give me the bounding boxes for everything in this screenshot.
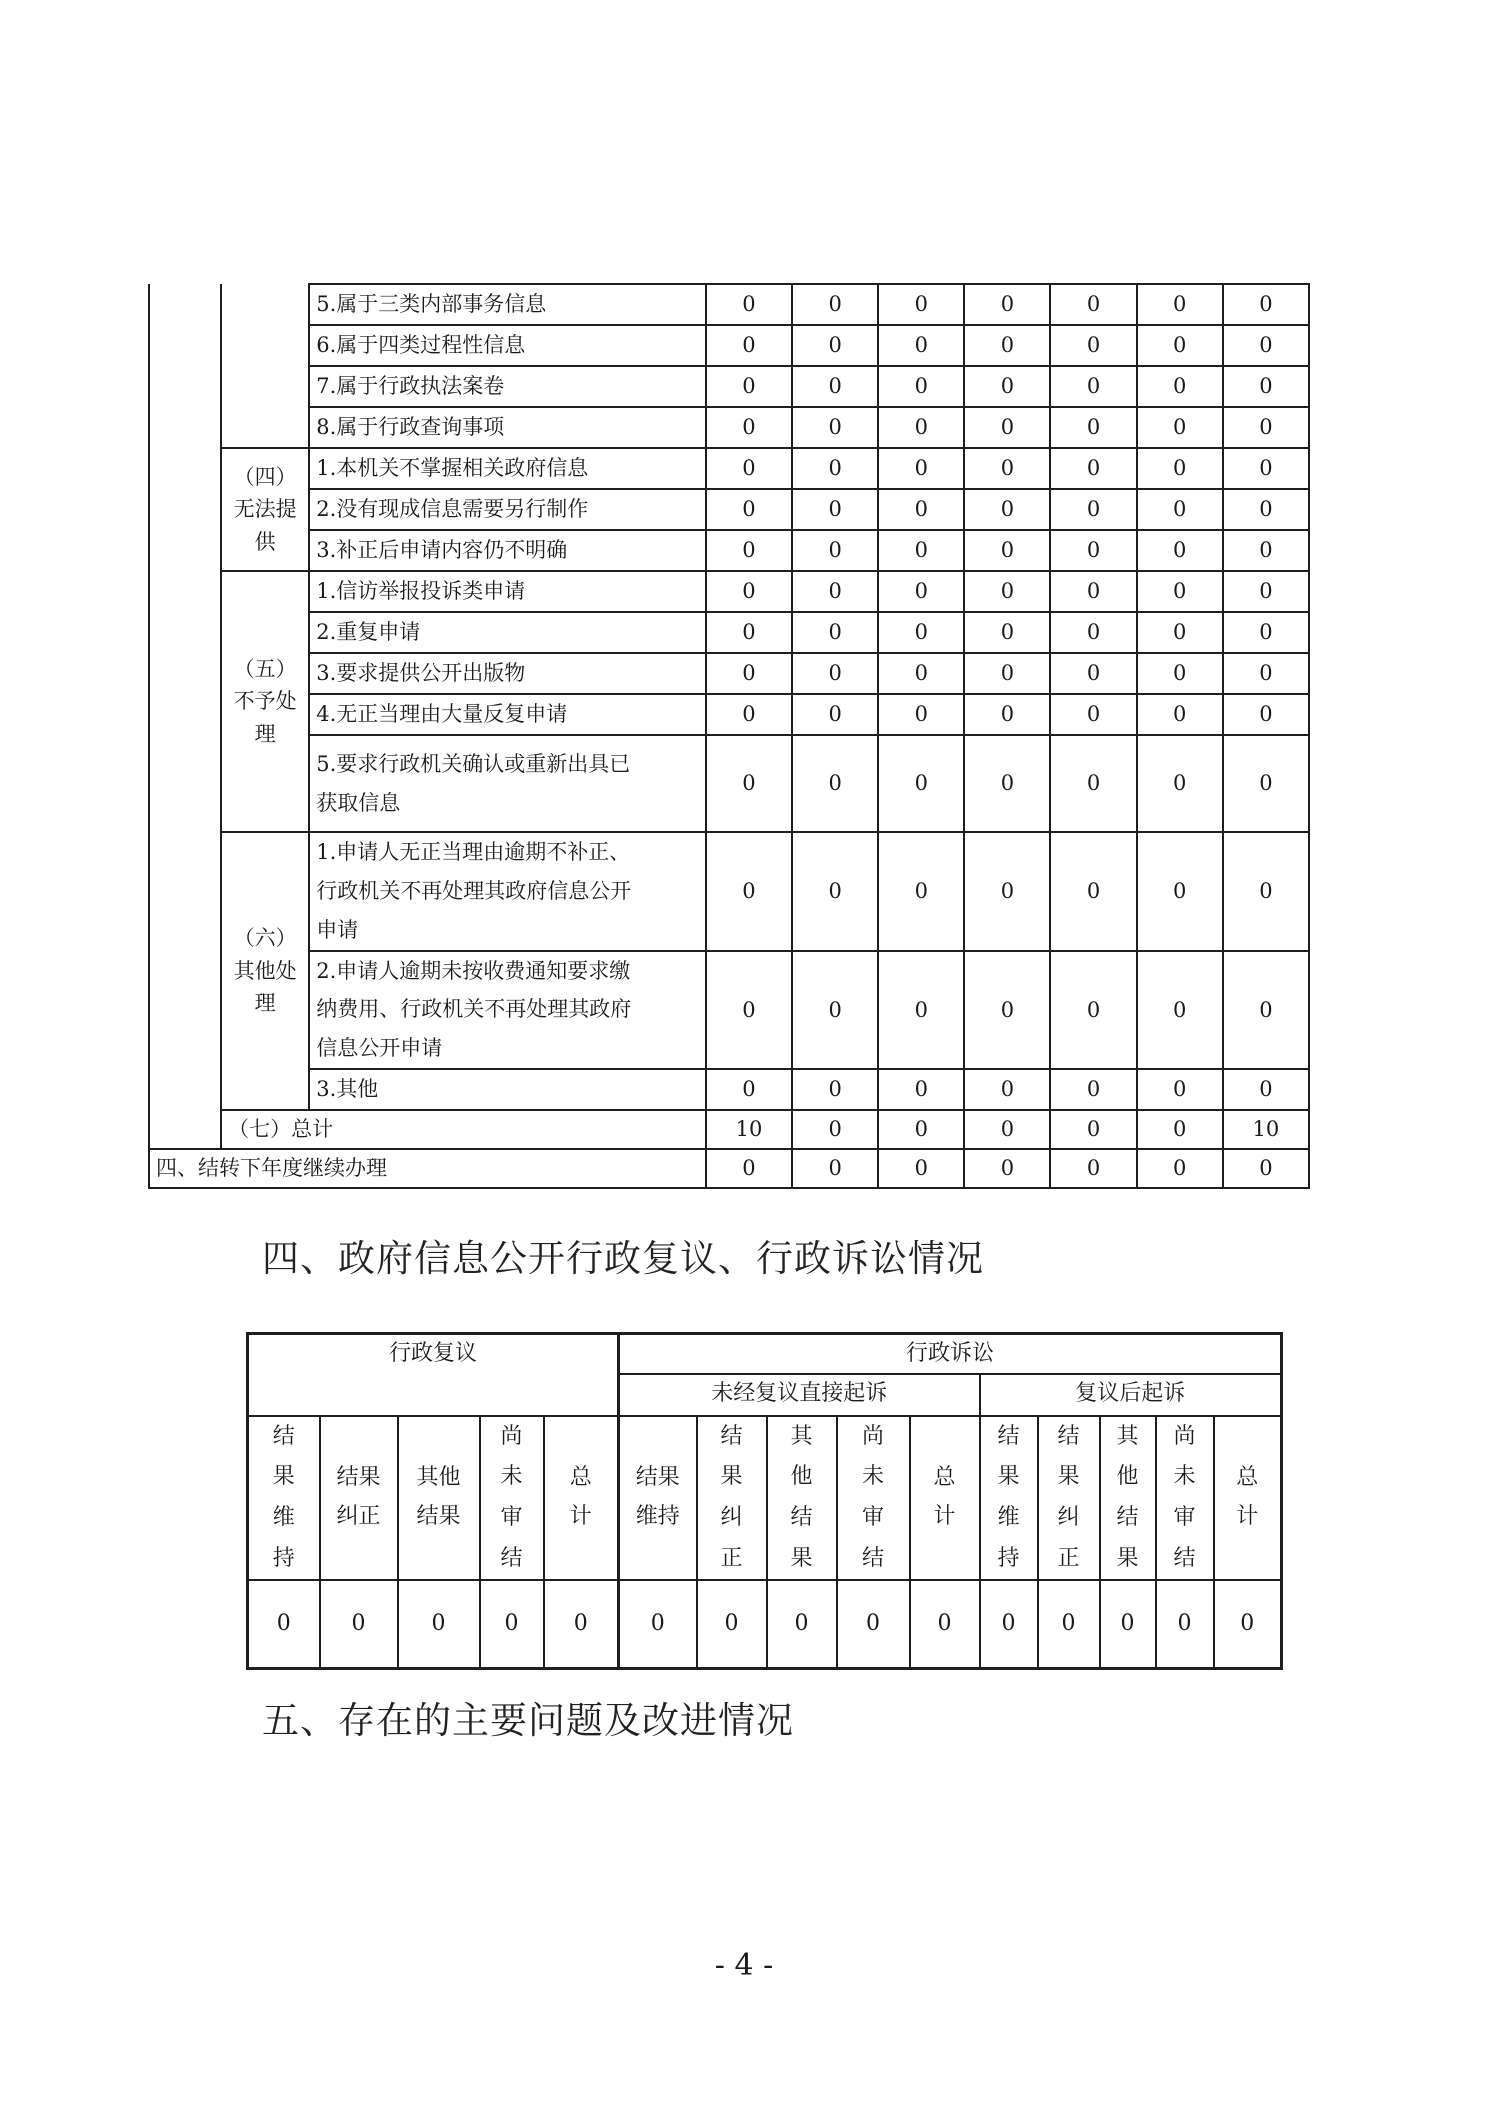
text-line: 结	[1116, 1504, 1139, 1530]
value-cell: 0	[706, 1069, 792, 1110]
value-cell: 0	[1223, 612, 1309, 653]
value-cell: 0	[1050, 530, 1136, 571]
table-row	[149, 407, 1309, 448]
value-cell: 0	[697, 1580, 767, 1668]
table-row	[149, 951, 1309, 1070]
text-line: 计	[1236, 1503, 1259, 1529]
text-line: 纠	[1057, 1504, 1080, 1530]
text-line: 未	[861, 1464, 884, 1490]
text-line: 果	[720, 1464, 743, 1490]
text-line: 审	[861, 1504, 884, 1530]
row-label: 3.其他	[309, 1069, 706, 1110]
text-line: 结	[500, 1545, 523, 1571]
text-line: 其	[1116, 1423, 1139, 1449]
row-label: 3.补正后申请内容仍不明确	[309, 530, 706, 571]
value-cell: 0	[964, 951, 1050, 1070]
group5-title	[221, 571, 309, 832]
value-cell: 0	[980, 1580, 1038, 1668]
direct-col-header	[837, 1416, 910, 1581]
page-number: - 4 -	[714, 1948, 774, 1983]
value-cell: 0	[878, 448, 964, 489]
value-cell: 0	[706, 735, 792, 832]
value-cell: 0	[964, 694, 1050, 735]
value-cell: 0	[706, 407, 792, 448]
value-cell: 0	[878, 571, 964, 612]
table-row	[149, 653, 1309, 694]
group3-col-cont	[221, 284, 309, 448]
value-cell: 0	[1050, 653, 1136, 694]
value-cell: 0	[964, 489, 1050, 530]
value-cell: 0	[1050, 735, 1136, 832]
value-cell: 0	[1050, 951, 1136, 1070]
value-cell: 0	[792, 489, 878, 530]
direct-col-header	[619, 1416, 697, 1581]
application-handling-table	[148, 283, 1310, 1189]
text-line: 不予处	[233, 689, 297, 714]
after-col-header	[1038, 1416, 1100, 1581]
value-cell: 0	[1223, 530, 1309, 571]
value-cell: 0	[792, 1149, 878, 1188]
value-cell: 0	[706, 325, 792, 366]
value-cell: 0	[1223, 1149, 1309, 1188]
review-col-header	[398, 1416, 480, 1581]
value-cell: 0	[964, 735, 1050, 832]
value-cell: 0	[964, 366, 1050, 407]
row-label: 7.属于行政执法案卷	[309, 366, 706, 407]
row-label: 8.属于行政查询事项	[309, 407, 706, 448]
after-col-header	[1156, 1416, 1214, 1581]
value-cell: 0	[1223, 832, 1309, 951]
value-cell: 0	[706, 951, 792, 1070]
value-cell: 0	[767, 1580, 837, 1668]
text-line: 理	[254, 721, 276, 746]
value-cell: 0	[1137, 694, 1223, 735]
value-cell: 0	[792, 735, 878, 832]
text-line: （五）	[233, 656, 297, 681]
text-line: 行政机关不再处理其政府信息公开	[316, 878, 632, 903]
text-line: 果	[997, 1464, 1020, 1490]
value-cell: 0	[1137, 325, 1223, 366]
value-cell: 10	[1223, 1110, 1309, 1149]
value-cell: 0	[964, 530, 1050, 571]
text-line: 结	[1057, 1423, 1080, 1449]
row-label: 4.无正当理由大量反复申请	[309, 694, 706, 735]
table-row	[149, 694, 1309, 735]
value-cell: 0	[1223, 571, 1309, 612]
value-cell: 0	[1137, 735, 1223, 832]
value-cell: 0	[706, 448, 792, 489]
text-line: 未	[1173, 1464, 1196, 1490]
value-cell: 0	[1137, 832, 1223, 951]
value-cell: 0	[964, 571, 1050, 612]
value-cell: 0	[792, 653, 878, 694]
value-cell: 0	[1137, 951, 1223, 1070]
value-cell: 0	[480, 1580, 544, 1668]
direct-col-header	[910, 1416, 980, 1581]
review-col-header	[248, 1416, 320, 1581]
value-cell: 0	[792, 951, 878, 1070]
value-cell: 0	[1223, 489, 1309, 530]
text-line: 未	[500, 1464, 523, 1490]
text-line: 申请	[316, 917, 359, 942]
value-cell: 0	[878, 1069, 964, 1110]
value-cell: 0	[1050, 1149, 1136, 1188]
text-line: 尚	[1173, 1423, 1196, 1449]
review-header: 行政复议	[248, 1334, 619, 1416]
table-row	[149, 1069, 1309, 1110]
table-row	[149, 448, 1309, 489]
value-cell: 0	[706, 612, 792, 653]
value-cell: 0	[1223, 735, 1309, 832]
value-cell: 0	[878, 832, 964, 951]
value-cell: 0	[1137, 407, 1223, 448]
outer-col-cont	[149, 1110, 221, 1149]
row-label	[309, 951, 706, 1070]
value-cell: 0	[1038, 1580, 1100, 1668]
value-cell: 0	[878, 407, 964, 448]
value-cell: 0	[1137, 1149, 1223, 1188]
value-cell: 0	[1223, 951, 1309, 1070]
text-line: 其他处	[233, 958, 297, 983]
value-cell: 0	[792, 530, 878, 571]
text-line: 纳费用、行政机关不再处理其政府	[316, 997, 632, 1022]
value-cell: 0	[792, 571, 878, 612]
text-line: 获取信息	[316, 790, 401, 815]
text-line: 维	[272, 1504, 295, 1530]
text-line: 其	[790, 1423, 813, 1449]
text-line: 他	[1116, 1464, 1139, 1490]
row-label: 2.重复申请	[309, 612, 706, 653]
value-cell: 0	[878, 1110, 964, 1149]
text-line: 结	[997, 1423, 1020, 1449]
value-cell: 0	[792, 448, 878, 489]
text-line: （六）	[233, 926, 297, 951]
value-cell: 0	[964, 407, 1050, 448]
carryover-label: 四、结转下年度继续办理	[149, 1149, 706, 1188]
value-cell: 0	[1223, 284, 1309, 325]
value-cell: 0	[792, 325, 878, 366]
text-line: 总	[569, 1465, 592, 1491]
values-row	[248, 1580, 1282, 1668]
row-label: 2.没有现成信息需要另行制作	[309, 489, 706, 530]
row-label: 5.属于三类内部事务信息	[309, 284, 706, 325]
value-cell: 0	[1137, 653, 1223, 694]
direct-col-header	[767, 1416, 837, 1581]
value-cell: 0	[706, 653, 792, 694]
review-col-header	[544, 1416, 619, 1581]
value-cell: 0	[706, 489, 792, 530]
value-cell: 0	[1100, 1580, 1156, 1668]
text-line: 总	[1236, 1465, 1259, 1491]
value-cell: 0	[1137, 1110, 1223, 1149]
value-cell: 0	[1223, 1069, 1309, 1110]
text-line: 5.要求行政机关确认或重新出具已	[316, 751, 631, 776]
value-cell: 0	[878, 951, 964, 1070]
text-line: 结果	[336, 1465, 381, 1491]
text-line: 果	[272, 1464, 295, 1490]
value-cell: 0	[1050, 694, 1136, 735]
group6-title	[221, 832, 309, 1110]
value-cell: 0	[706, 832, 792, 951]
row-label: 1.信访举报投诉类申请	[309, 571, 706, 612]
text-line: 供	[254, 529, 276, 554]
value-cell: 0	[1223, 653, 1309, 694]
text-line: 正	[1057, 1545, 1080, 1571]
value-cell: 0	[1137, 489, 1223, 530]
text-line: 果	[1116, 1545, 1139, 1571]
value-cell: 0	[792, 407, 878, 448]
row-label: 6.属于四类过程性信息	[309, 325, 706, 366]
value-cell: 0	[792, 1069, 878, 1110]
text-line: 结	[1173, 1545, 1196, 1571]
text-line: 结	[272, 1423, 295, 1449]
table-row	[149, 366, 1309, 407]
text-line: 计	[569, 1503, 592, 1529]
value-cell: 0	[320, 1580, 398, 1668]
value-cell: 0	[910, 1580, 980, 1668]
value-cell: 0	[1050, 1110, 1136, 1149]
value-cell: 0	[706, 1149, 792, 1188]
value-cell: 0	[964, 1149, 1050, 1188]
value-cell: 0	[1223, 448, 1309, 489]
value-cell: 0	[706, 284, 792, 325]
text-line: 结	[861, 1545, 884, 1571]
table-row	[149, 489, 1309, 530]
value-cell: 0	[792, 694, 878, 735]
text-line: 理	[254, 991, 276, 1016]
total-row	[149, 1110, 1309, 1149]
text-line: 果	[790, 1545, 813, 1571]
text-line: 其他	[416, 1465, 461, 1491]
value-cell: 0	[1137, 448, 1223, 489]
value-cell: 0	[964, 448, 1050, 489]
text-line: 持	[272, 1545, 295, 1571]
value-cell: 0	[878, 735, 964, 832]
value-cell: 0	[878, 1149, 964, 1188]
after-col-header	[1100, 1416, 1156, 1581]
value-cell: 0	[1050, 489, 1136, 530]
text-line: 纠正	[336, 1503, 381, 1529]
value-cell: 0	[964, 653, 1050, 694]
review-col-header	[320, 1416, 398, 1581]
value-cell: 0	[792, 832, 878, 951]
review-litigation-table	[246, 1332, 1283, 1670]
value-cell: 0	[1050, 366, 1136, 407]
value-cell: 0	[964, 284, 1050, 325]
section4-heading: 四、政府信息公开行政复议、行政诉讼情况	[262, 1237, 984, 1280]
text-line: 结	[720, 1423, 743, 1449]
table-row	[149, 530, 1309, 571]
row-label: 3.要求提供公开出版物	[309, 653, 706, 694]
value-cell: 0	[1137, 1069, 1223, 1110]
value-cell: 0	[792, 612, 878, 653]
text-line: 总	[933, 1465, 956, 1491]
text-line: 审	[1173, 1504, 1196, 1530]
value-cell: 0	[1223, 366, 1309, 407]
text-line: 2.申请人逾期未按收费通知要求缴	[316, 958, 631, 983]
table-row	[149, 832, 1309, 951]
direct-suit-header: 未经复议直接起诉	[619, 1374, 980, 1416]
value-cell: 0	[1223, 407, 1309, 448]
group4-title	[221, 448, 309, 571]
text-line: 尚	[500, 1423, 523, 1449]
carryover-row	[149, 1149, 1309, 1188]
row-label: 1.本机关不掌握相关政府信息	[309, 448, 706, 489]
value-cell: 0	[878, 653, 964, 694]
text-line: （四）	[233, 464, 297, 489]
value-cell: 0	[878, 530, 964, 571]
review-col-header	[480, 1416, 544, 1581]
value-cell: 0	[1050, 284, 1136, 325]
value-cell: 0	[706, 530, 792, 571]
value-cell: 0	[1050, 832, 1136, 951]
value-cell: 0	[248, 1580, 320, 1668]
value-cell: 0	[878, 366, 964, 407]
table-row	[149, 325, 1309, 366]
value-cell: 0	[1156, 1580, 1214, 1668]
value-cell: 0	[878, 284, 964, 325]
value-cell: 0	[1137, 612, 1223, 653]
value-cell: 0	[792, 366, 878, 407]
value-cell: 0	[1050, 325, 1136, 366]
text-line: 果	[1057, 1464, 1080, 1490]
value-cell: 0	[837, 1580, 910, 1668]
value-cell: 0	[878, 489, 964, 530]
row-label	[309, 735, 706, 832]
after-review-header: 复议后起诉	[980, 1374, 1282, 1416]
text-line: 维	[997, 1504, 1020, 1530]
text-line: 结	[790, 1504, 813, 1530]
value-cell: 0	[706, 694, 792, 735]
text-line: 维持	[635, 1503, 680, 1529]
text-line: 审	[500, 1504, 523, 1530]
value-cell: 0	[964, 612, 1050, 653]
text-line: 尚	[861, 1423, 884, 1449]
table1-body	[149, 284, 1309, 1188]
value-cell: 0	[1214, 1580, 1282, 1668]
text-line: 计	[933, 1503, 956, 1529]
litigation-header: 行政诉讼	[619, 1334, 1282, 1374]
value-cell: 0	[1137, 571, 1223, 612]
value-cell: 0	[964, 832, 1050, 951]
text-line: 持	[997, 1545, 1020, 1571]
total-label: （七）总计	[221, 1110, 706, 1149]
value-cell: 0	[964, 325, 1050, 366]
text-line: 无法提	[233, 497, 297, 522]
text-line: 结果	[635, 1465, 680, 1491]
row-label	[309, 832, 706, 951]
table-row	[149, 571, 1309, 612]
value-cell: 0	[398, 1580, 480, 1668]
value-cell: 0	[706, 571, 792, 612]
outer-col-cont	[149, 284, 221, 1110]
value-cell: 0	[1137, 530, 1223, 571]
value-cell: 0	[878, 612, 964, 653]
value-cell: 0	[964, 1069, 1050, 1110]
value-cell: 0	[1223, 694, 1309, 735]
value-cell: 0	[1050, 571, 1136, 612]
text-line: 信息公开申请	[316, 1036, 443, 1061]
value-cell: 0	[1050, 407, 1136, 448]
after-col-header	[980, 1416, 1038, 1581]
text-line: 结果	[416, 1503, 461, 1529]
value-cell: 0	[1137, 284, 1223, 325]
value-cell: 0	[792, 1110, 878, 1149]
value-cell: 0	[1050, 448, 1136, 489]
value-cell: 0	[792, 284, 878, 325]
text-line: 纠	[720, 1504, 743, 1530]
table-row	[149, 284, 1309, 325]
table2-body	[248, 1334, 1282, 1669]
value-cell: 0	[878, 694, 964, 735]
value-cell: 0	[1050, 612, 1136, 653]
table-row	[149, 612, 1309, 653]
header-row-1	[248, 1334, 1282, 1374]
value-cell: 0	[1050, 1069, 1136, 1110]
column-header-row	[248, 1416, 1282, 1581]
value-cell: 0	[544, 1580, 619, 1668]
value-cell: 0	[964, 1110, 1050, 1149]
direct-col-header	[697, 1416, 767, 1581]
value-cell: 10	[706, 1110, 792, 1149]
value-cell: 0	[1223, 325, 1309, 366]
value-cell: 0	[706, 366, 792, 407]
table-row	[149, 735, 1309, 832]
value-cell: 0	[1137, 366, 1223, 407]
section5-heading: 五、存在的主要问题及改进情况	[262, 1699, 794, 1742]
after-col-header	[1214, 1416, 1282, 1581]
text-line: 正	[720, 1545, 743, 1571]
value-cell: 0	[619, 1580, 697, 1668]
text-line: 他	[790, 1464, 813, 1490]
value-cell: 0	[878, 325, 964, 366]
text-line: 1.申请人无正当理由逾期不补正、	[316, 840, 631, 864]
